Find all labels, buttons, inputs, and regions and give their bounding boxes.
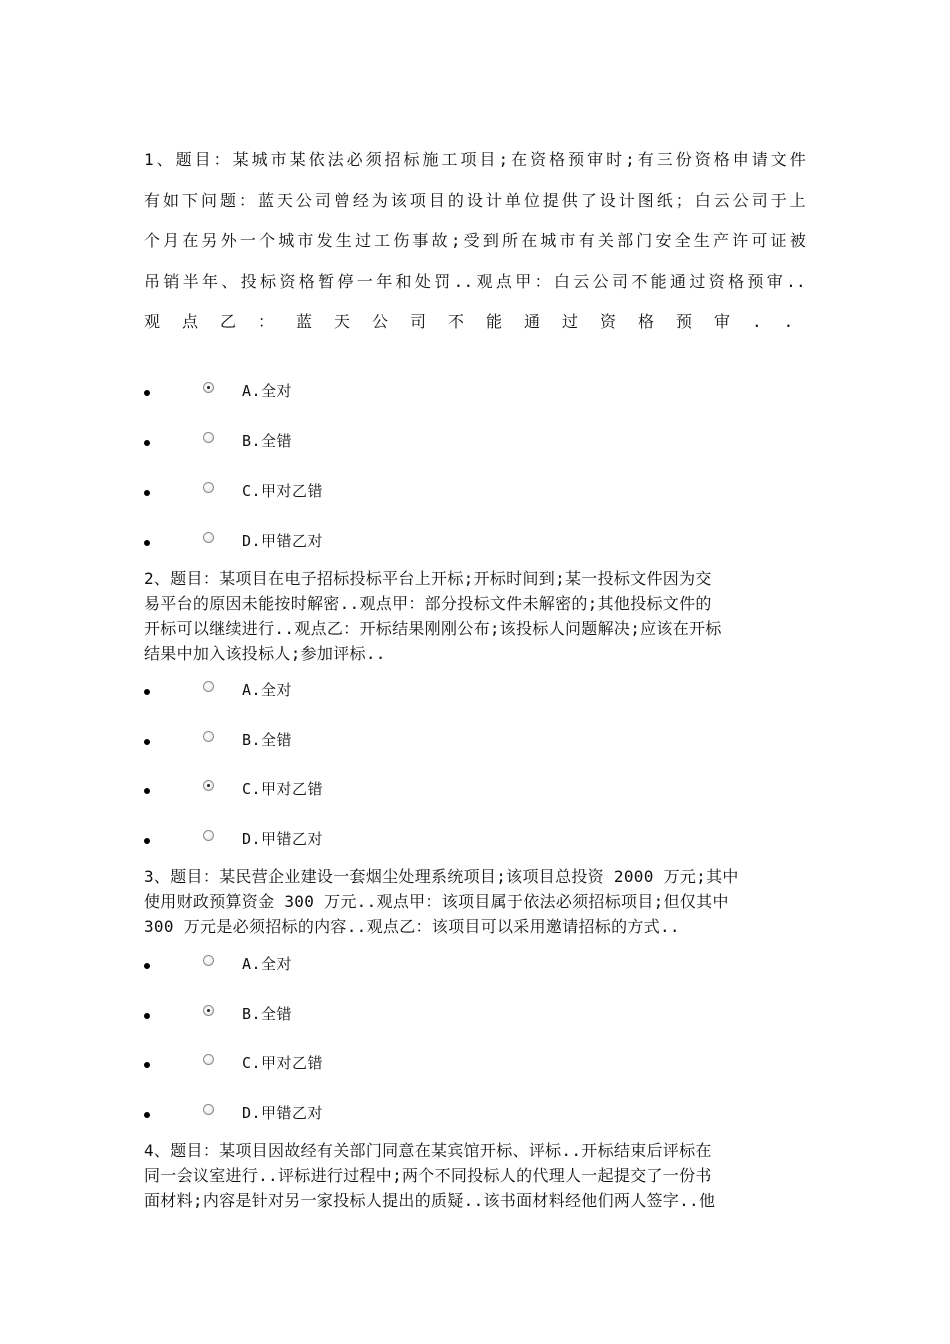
option-label: C.甲对乙错: [242, 482, 324, 500]
radio-icon[interactable]: [203, 482, 214, 493]
radio-icon[interactable]: [203, 1104, 214, 1115]
question-line: 同一会议室进行..评标进行过程中;两个不同投标人的代理人一起提交了一份书: [144, 1166, 712, 1185]
bullet-icon: [144, 739, 150, 745]
q3-option-b[interactable]: [144, 1005, 544, 1027]
q3-option-a[interactable]: [144, 955, 544, 977]
bullet-icon: [144, 540, 150, 546]
question-line: 有如下问题：蓝天公司曾经为该项目的设计单位提供了设计图纸；白云公司于上: [144, 190, 806, 210]
question-line: 观点乙：蓝天公司不能通过资格预审..: [144, 312, 816, 331]
option-label: A.全对: [242, 955, 293, 973]
option-label: D.甲错乙对: [242, 830, 324, 848]
bullet-icon: [144, 440, 150, 446]
q2-option-b[interactable]: [144, 731, 544, 753]
radio-icon[interactable]: [203, 532, 214, 543]
q1-option-c[interactable]: [144, 482, 544, 504]
q1-option-a[interactable]: [144, 382, 544, 404]
option-label: B.全错: [242, 1005, 293, 1023]
option-label: C.甲对乙错: [242, 780, 324, 798]
bullet-icon: [144, 490, 150, 496]
option-label: D.甲错乙对: [242, 1104, 324, 1122]
q2-option-d[interactable]: [144, 830, 544, 852]
question-line: 结果中加入该投标人;参加评标..: [144, 644, 386, 663]
radio-selected-icon[interactable]: [203, 382, 214, 393]
option-label: B.全错: [242, 731, 293, 749]
option-label: A.全对: [242, 681, 293, 699]
radio-icon[interactable]: [203, 955, 214, 966]
bullet-icon: [144, 1112, 150, 1118]
q3-option-d[interactable]: [144, 1104, 544, 1126]
question-line: 3、题目：某民营企业建设一套烟尘处理系统项目;该项目总投资 2000 万元;其中: [144, 867, 739, 886]
q1-option-b[interactable]: [144, 432, 544, 454]
option-label: B.全错: [242, 432, 293, 450]
question-2-text: [144, 566, 806, 666]
question-line: 300 万元是必须招标的内容..观点乙：该项目可以采用邀请招标的方式..: [144, 917, 680, 936]
radio-selected-icon[interactable]: [203, 1005, 214, 1016]
question-line: 4、题目：某项目因故经有关部门同意在某宾馆开标、评标..开标结束后评标在: [144, 1141, 712, 1160]
question-line: 易平台的原因未能按时解密..观点甲：部分投标文件未解密的;其他投标文件的: [144, 594, 712, 613]
q2-option-a[interactable]: [144, 681, 544, 703]
question-line: 2、题目：某项目在电子招标投标平台上开标;开标时间到;某一投标文件因为交: [144, 569, 712, 588]
q1-option-d[interactable]: [144, 532, 544, 554]
bullet-icon: [144, 1062, 150, 1068]
q3-option-c[interactable]: [144, 1054, 544, 1076]
question-line: 面材料;内容是针对另一家投标人提出的质疑..该书面材料经他们两人签字..他: [144, 1191, 716, 1210]
radio-icon[interactable]: [203, 731, 214, 742]
radio-icon[interactable]: [203, 681, 214, 692]
question-line: 开标可以继续进行..观点乙：开标结果刚刚公布;该投标人问题解决;应该在开标: [144, 619, 722, 638]
bullet-icon: [144, 689, 150, 695]
bullet-icon: [144, 1013, 150, 1019]
question-3-text: [144, 864, 806, 939]
question-1-text: [144, 140, 816, 343]
question-line: 吊销半年、投标资格暂停一年和处罚..观点甲：白云公司不能通过资格预审..: [144, 271, 806, 291]
option-label: C.甲对乙错: [242, 1054, 324, 1072]
bullet-icon: [144, 390, 150, 396]
radio-selected-icon[interactable]: [203, 780, 214, 791]
bullet-icon: [144, 788, 150, 794]
option-label: D.甲错乙对: [242, 532, 324, 550]
question-4-text: [144, 1138, 806, 1213]
radio-icon[interactable]: [203, 432, 214, 443]
bullet-icon: [144, 838, 150, 844]
question-line: 使用财政预算资金 300 万元..观点甲：该项目属于依法必须招标项目;但仅其中: [144, 892, 729, 911]
question-line: 个月在另外一个城市发生过工伤事故;受到所在城市有关部门安全生产许可证被: [144, 231, 806, 250]
bullet-icon: [144, 963, 150, 969]
option-label: A.全对: [242, 382, 293, 400]
question-line: 1、题目：某城市某依法必须招标施工项目;在资格预审时;有三份资格申请文件: [144, 150, 806, 169]
q2-option-c[interactable]: [144, 780, 544, 802]
radio-icon[interactable]: [203, 830, 214, 841]
radio-icon[interactable]: [203, 1054, 214, 1065]
